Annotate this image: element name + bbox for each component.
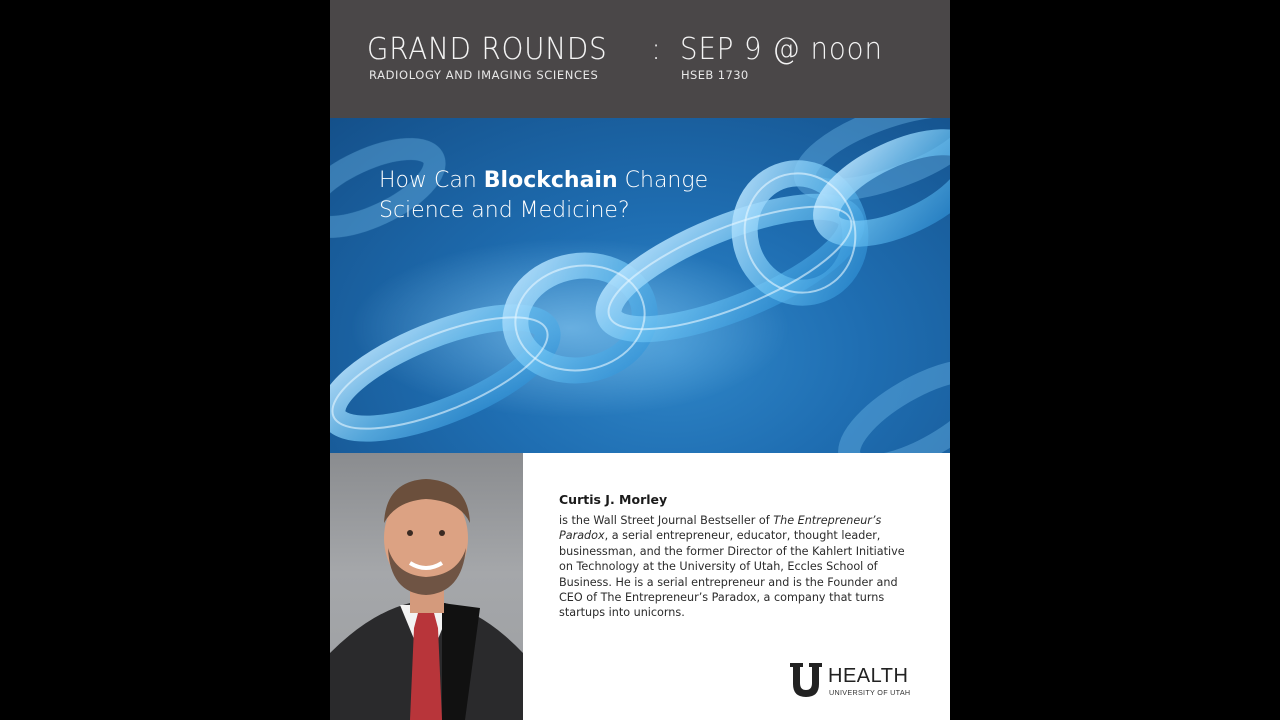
speaker-name: Curtis J. Morley [559, 492, 668, 507]
talk-title-line2: Science and Medicine? [379, 198, 630, 223]
speaker-portrait-illustration [330, 453, 523, 720]
header-separator: : [651, 32, 662, 67]
speaker-bio [559, 492, 919, 621]
talk-title-post: Change [617, 168, 709, 193]
bio-book-title: The Entrepreneur’s Paradox [559, 514, 882, 543]
talk-title [379, 166, 759, 226]
event-poster [330, 0, 950, 720]
speaker-bio-text [559, 513, 919, 621]
logo-university-text: UNIVERSITY OF UTAH [829, 688, 911, 697]
poster-header [330, 0, 950, 118]
bio-part-1: is the Wall Street Journal Bestseller of [559, 514, 774, 527]
bio-part-2: , a serial entrepreneur, educator, thought leader, businessman, and the former Director of the Kahlert Initiative on Technology at the University of Utah, Eccles School of Business. He is a serial entrepreneur and is the Founder and CEO of The Entrepreneur’s Paradox, a company that turns startups into unicorns. [559, 529, 905, 620]
event-location: HSEB 1730 [681, 68, 749, 82]
hero-image [330, 118, 950, 453]
talk-title-keyword: Blockchain [483, 168, 618, 193]
university-health-logo [790, 663, 920, 703]
block-u-icon [790, 663, 822, 697]
event-date-time: SEP 9 @ noon [680, 32, 883, 67]
event-series-title: GRAND ROUNDS [367, 32, 608, 67]
department-subtitle: RADIOLOGY AND IMAGING SCIENCES [369, 68, 599, 82]
speaker-photo [330, 453, 523, 720]
talk-title-pre: How Can [379, 168, 484, 193]
logo-health-text: HEALTH [828, 665, 909, 687]
